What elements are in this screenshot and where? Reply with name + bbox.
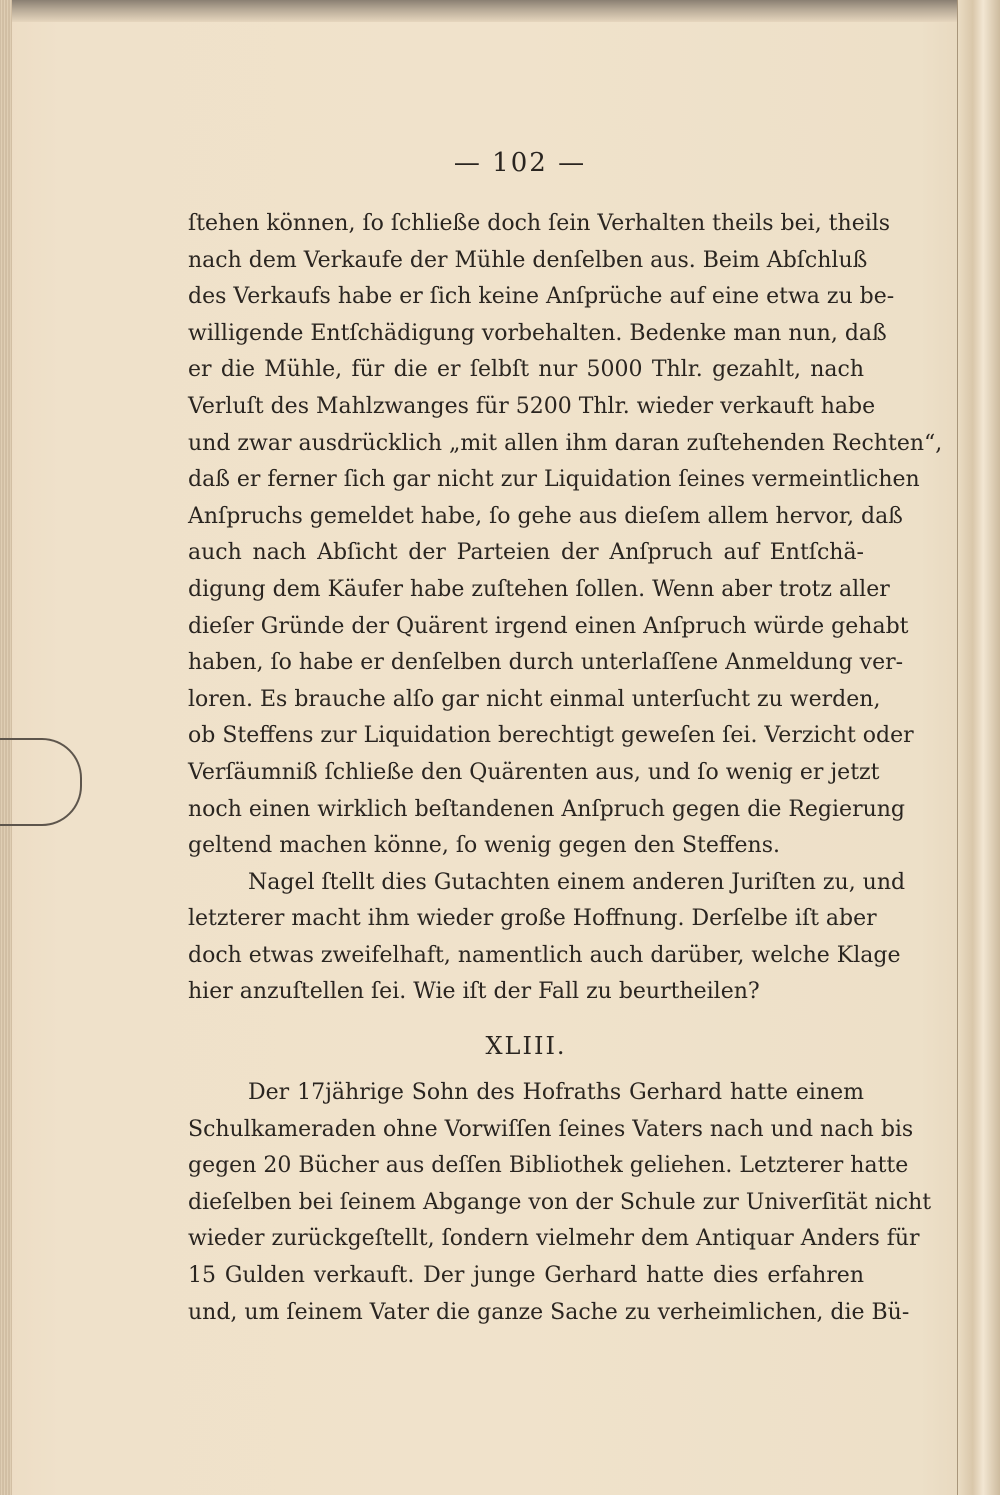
clip-marker — [0, 738, 82, 826]
text-line: und zwar ausdrücklich „mit allen ihm daran zuſtehenden Rechten“, — [188, 430, 943, 456]
text-line: daß er ferner ſich gar nicht zur Liquidation ſeines vermeintlichen — [188, 467, 920, 493]
text-line: des Verkaufs habe er ſich keine Anſprüche auf eine etwa zu be- — [188, 284, 895, 310]
text-line: Anſpruchs gemeldet habe, ſo gehe aus dieſem allem hervor, daß — [188, 503, 903, 529]
text-line: er die Mühle, für die er ſelbſt nur 5000 Thlr. gezahlt, nach — [188, 357, 864, 383]
page-number: — 102 — — [453, 148, 587, 178]
body-text — [188, 206, 943, 1331]
section-heading: XLIII. — [485, 1032, 567, 1061]
page-top-edge — [0, 0, 1000, 22]
text-line: gegen 20 Bücher aus deſſen Bibliothek geliehen. Letzterer hatte — [188, 1153, 909, 1179]
text-line: noch einen wirklich beſtandenen Anſpruch gegen die Regierung — [188, 796, 906, 822]
text-line: Verluſt des Mahlzwanges für 5200 Thlr. wieder verkauft habe — [188, 393, 876, 419]
text-line: ob Steffens zur Liquidation berechtigt geweſen ſei. Verzicht oder — [188, 723, 914, 749]
page-right-edge — [957, 0, 1000, 1495]
text-line: haben, ſo habe er denſelben durch unterlaſſene Anmeldung ver- — [188, 650, 904, 676]
text-line: doch etwas zweifelhaft, namentlich auch darüber, welche Klage — [188, 942, 901, 968]
text-line: Der 17jährige Sohn des Hofraths Gerhard hatte einem — [248, 1080, 864, 1106]
text-line: dieſelben bei ſeinem Abgange von der Schule zur Univerſität nicht — [188, 1189, 932, 1215]
text-line: hier anzuſtellen ſei. Wie iſt der Fall zu beurtheilen? — [188, 979, 760, 1005]
text-line: und, um ſeinem Vater die ganze Sache zu verheimlichen, die Bü- — [188, 1299, 910, 1325]
text-line: ſtehen können, ſo ſchließe doch ſein Verhalten theils bei, theils — [188, 211, 891, 236]
text-line: Verſäumniß ſchließe den Quärenten aus, und ſo wenig er jetzt — [188, 759, 880, 785]
text-line: 15 Gulden verkauft. Der junge Gerhard hatte dies erfahren — [188, 1263, 864, 1289]
paragraph-1 — [188, 206, 943, 865]
text-line: geltend machen könne, ſo wenig gegen den Steffens. — [188, 833, 780, 859]
paragraph-2 — [188, 865, 906, 1011]
text-line: letzterer macht ihm wieder große Hoffnung. Derſelbe iſt aber — [188, 906, 877, 932]
text-line: digung dem Käufer habe zuſtehen ſollen. Wenn aber trotz aller — [188, 576, 890, 602]
text-line: Schulkameraden ohne Vorwiſſen ſeines Vaters nach und nach bis — [188, 1116, 914, 1142]
text-line: willigende Entſchädigung vorbehalten. Bedenke man nun, daß — [188, 320, 887, 346]
text-line: nach dem Verkaufe der Mühle denſelben aus. Beim Abſchluß — [188, 247, 868, 273]
text-line: auch nach Abſicht der Parteien der Anſpruch auf Entſchä- — [188, 540, 864, 566]
text-line: wieder zurückgeſtellt, ſondern vielmehr dem Antiquar Anders für — [188, 1226, 920, 1252]
paragraph-3 — [188, 1075, 932, 1331]
text-line: dieſer Gründe der Quärent irgend einen Anſpruch würde gehabt — [188, 613, 909, 639]
text-line: loren. Es brauche alſo gar nicht einmal unterſucht zu werden, — [188, 686, 881, 712]
text-line: Nagel ſtellt dies Gutachten einem anderen Juriſten zu, und — [248, 869, 906, 895]
